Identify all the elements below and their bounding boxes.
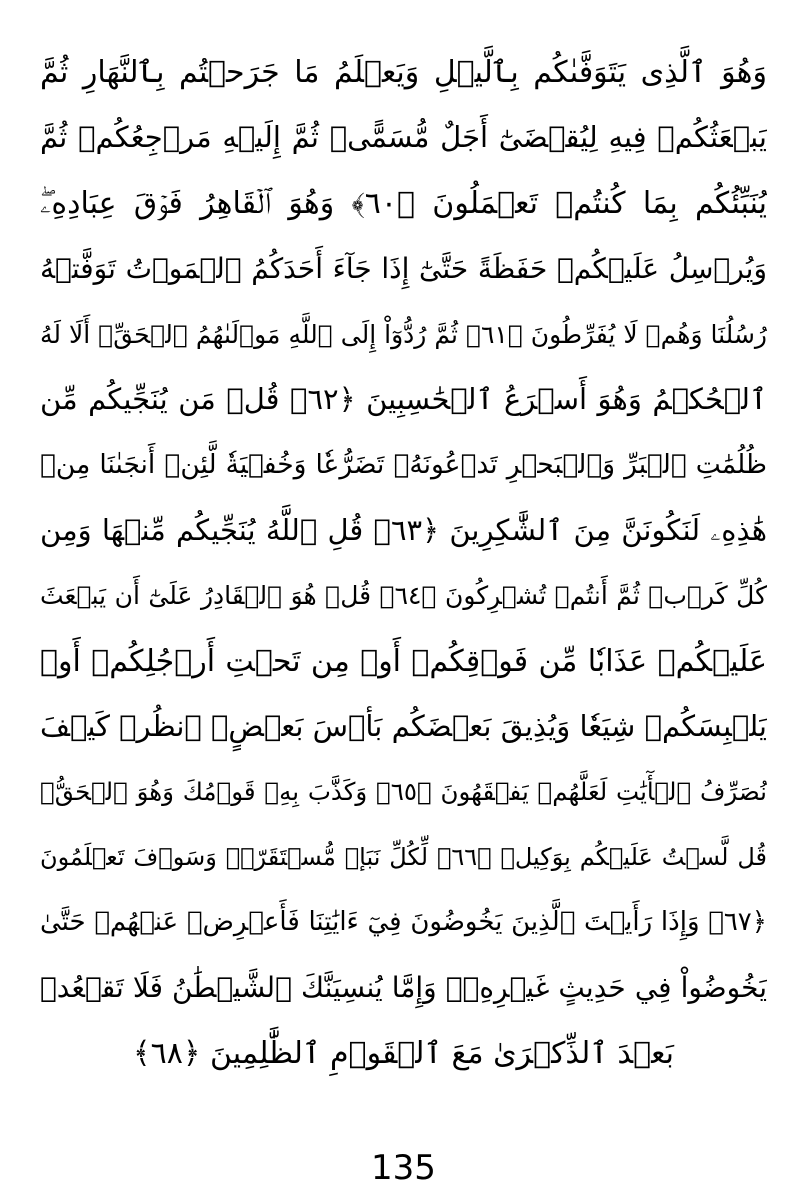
verse-line-3: يُنَبِّئُكُم بِمَا كُنتُمۡ تَعۡمَلُونَ ﴿٦٠﴾ وَهُوَ ٱلۡقَاهِرُ فَوۡقَ عِبَادِهِۦۖ — [40, 185, 767, 221]
verse-line-15: يَخُوضُواْ فِي حَدِيثٍ غَيۡرِهِۦۚ وَإِمَّا يُنسِيَنَّكَ ٱلشَّيۡطَٰنُ فَلَا تَقۡعُدۡ — [40, 971, 767, 1005]
verse-line-13: قُل لَّسۡتُ عَلَيۡكُم بِوَكِيلٖ ﴿٦٦﴾ لِّكُلِّ نَبَإٖ مُّسۡتَقَرّٞۚ وَسَوۡفَ تَعۡلَمُونَ — [40, 842, 767, 871]
verse-line-9: كُلِّ كَرۡبٖ ثُمَّ أَنتُمۡ تُشۡرِكُونَ ﴿٦٤﴾ قُلۡ هُوَ ٱلۡقَادِرُ عَلَىٰٓ أَن يَبۡعَثَ — [40, 581, 767, 611]
verse-line-1: وَهُوَ ٱلَّذِى يَتَوَفَّىٰكُم بِٱلَّيۡلِ وَيَعۡلَمُ مَا جَرَحۡتُم بِٱلنَّهَارِ ثُمَّ — [40, 55, 767, 90]
verse-line-16: بَعۡدَ ٱلذِّكۡرَىٰ مَعَ ٱلۡقَوۡمِ ٱلظَّٰلِمِينَ ﴿٦٨﴾ — [133, 1035, 674, 1071]
verse-line-7: ظُلُمَٰتِ ٱلۡبَرِّ وَٱلۡبَحۡرِ تَدۡعُونَهُۥ تَضَرُّعٗا وَخُفۡيَةٗ لَّئِنۡ أَنجَىٰنَا مِنۡ — [40, 449, 767, 481]
verse-line-8: هَٰذِهِۦ لَنَكُونَنَّ مِنَ ٱلشَّٰكِرِينَ ﴿٦٣﴾ قُلِ ٱللَّهُ يُنَجِّيكُم مِّنۡهَا وَمِن — [40, 512, 767, 547]
verse-line-14: ﴿٦٧﴾ وَإِذَا رَأَيۡتَ ٱلَّذِينَ يَخُوضُونَ فِيٓ ءَايَٰتِنَا فَأَعۡرِضۡ عَنۡهُمۡ حَتَّىٰ — [40, 907, 767, 938]
verse-line-12: نُصَرِّفُ ٱلۡأٓيَٰتِ لَعَلَّهُمۡ يَفۡقَهُونَ ﴿٦٥﴾ وَكَذَّبَ بِهِۦ قَوۡمُكَ وَهُوَ ٱلۡحَقُّۚ — [40, 777, 767, 807]
verse-text-block — [40, 40, 767, 1086]
verse-line-4: وَيُرۡسِلُ عَلَيۡكُمۡ حَفَظَةً حَتَّىٰٓ إِذَا جَآءَ أَحَدَكُمُ ٱلۡمَوۡتُ تَوَفَّتۡهُ — [40, 252, 767, 286]
verse-line-2: يَبۡعَثُكُمۡ فِيهِ لِيُقۡضَىٰٓ أَجَلٌ مُّسَمًّىۖ ثُمَّ إِلَيۡهِ مَرۡجِعُكُمۡ ثُمَّ — [40, 120, 767, 155]
verse-line-6: ٱلۡحُكۡمُ وَهُوَ أَسۡرَعُ ٱلۡحَٰسِبِينَ ﴿٦٢﴾ قُلۡ مَن يُنَجِّيكُم مِّن — [40, 381, 767, 416]
verse-line-5: رُسُلُنَا وَهُمۡ لَا يُفَرِّطُونَ ﴿٦١﴾ ثُمَّ رُدُّوٓاْ إِلَى ٱللَّهِ مَوۡلَىٰهُمُ ٱلۡحَقِّۚ أَلَا لَهُ — [40, 319, 767, 349]
verse-line-11: يَلۡبِسَكُمۡ شِيَعٗا وَيُذِيقَ بَعۡضَكُم بَأۡسَ بَعۡضٍۗ ٱنظُرۡ كَيۡفَ — [40, 708, 767, 743]
page-number: 135 — [371, 1148, 436, 1188]
verse-line-10: عَلَيۡكُمۡ عَذَابٗا مِّن فَوۡقِكُمۡ أَوۡ مِن تَحۡتِ أَرۡجُلِكُمۡ أَوۡ — [40, 643, 767, 679]
